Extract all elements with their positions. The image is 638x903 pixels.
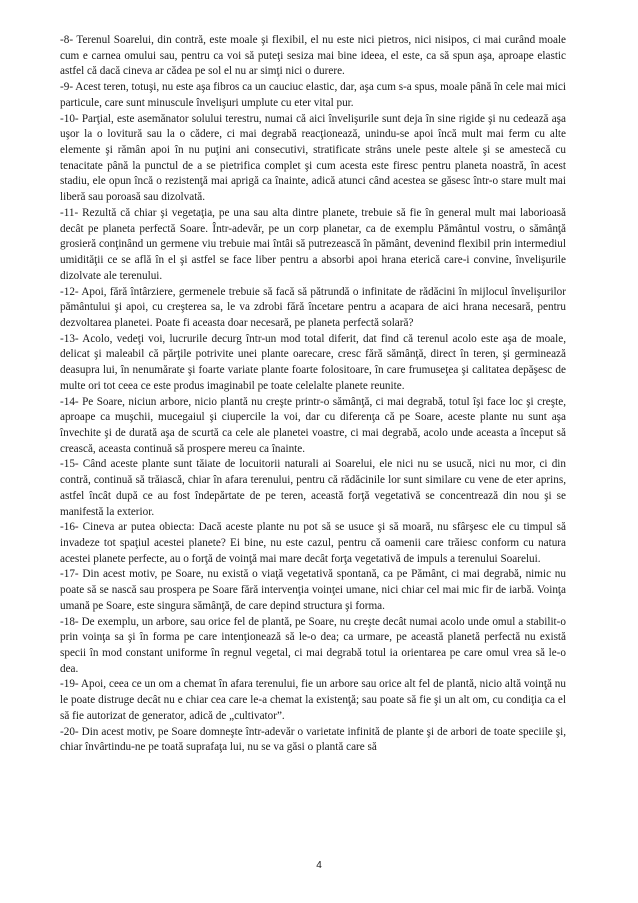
paragraph-14: -14- Pe Soare, niciun arbore, nicio plantă nu creşte printr-o sămânţă, ci mai degrabă, totul îşi face loc şi creşte, aproape ca muşchii, mucegaiul şi ciupercile la voi, dar cu diferenţa că pe Soare, aceste plante nu sunt aşa învechite şi de durată aşa de scurtă ca cele ale planetei voastre, ci mai degrabă, acolo unde aceasta a început să crească, aceasta continuă să prospere mereu ca înainte.	[60, 395, 566, 455]
paragraph-19: -19- Apoi, ceea ce un om a chemat în afara terenului, fie un arbore sau orice alt fel de plantă, nicio altă voinţă nu le poate distruge decât nu e chiar cea care le-a chemat la existenţă; sau poate să fie şi un alt om, cu condiţia ca el să fie autorizat de generator, adică de „cultivator”.	[60, 678, 566, 722]
page-number: 4	[316, 860, 322, 871]
paragraph-10: -10- Parţial, este asemănator solului terestru, numai că aici învelişurile sunt deja în sine rigide şi nu cedează aşa uşor la o lovitură sau la o cădere, ci mai degrabă reacţionează, unindu-se apoi încă mult mai ferm cu alte elemente şi rămân apoi în nu puţini ani consecutivi, stratificate strâns unele peste altele şi se amestecă cu tenacitate până la punctul de a se pietrifica complet şi cum acesta este firesc pentru planeta noastră, în acest stadiu, ele opun încă o rezistenţă mai aprigă ca înainte, adică atunci când acestea se găsesc într-o stare mult mai liberă sau poroasă sau dizolvată.	[60, 112, 566, 204]
paragraph-8: -8- Terenul Soarelui, din contră, este moale şi flexibil, el nu este nici pietros, nici nisipos, ci mai curând moale cum e carnea omului sau, pentru ca voi să puteţi sesiza mai bine ideea, el este, ca să spun aşa, aproape elastic astfel că dacă cineva ar cădea pe sol el nu ar simţi nici o durere.	[60, 34, 566, 78]
body-text	[60, 33, 566, 756]
paragraph-18: -18- De exemplu, un arbore, sau orice fel de plantă, pe Soare, nu creşte decât numai acolo unde omul a stabilit-o prin voinţa sa şi în forma pe care intenţionează să le-o dea; ca urmare, pe această planetă perfectă nu există specii în mod constant uniforme în regnul vegetal, ci mai degrabă totul ia orientarea pe care omul vrea să le-o dea.	[60, 615, 566, 675]
paragraph-9: -9- Acest teren, totuşi, nu este aşa fibros ca un cauciuc elastic, dar, aşa cum s-a spus, moale până în cele mai mici particule, care sunt minuscule învelişuri umplute cu eter vital pur.	[60, 81, 566, 109]
paragraph-16: -16- Cineva ar putea obiecta: Dacă aceste plante nu pot să se usuce şi să moară, nu sfârşesc ele cu timpul să invadeze tot spaţiul acestei planete? Ei bine, nu este cazul, pentru că oamenii care trăiesc conform cu natura acestei planete perfecte, au o forţă de voinţă mai mare decât forţa vegetativă de impuls a terenului Soarelui.	[60, 521, 566, 565]
paragraph-11: -11- Rezultă că chiar şi vegetaţia, pe una sau alta dintre planete, trebuie să fie în general mult mai laborioasă decât pe planeta perfectă Soare. Într-adevăr, pe un corp planetar, ca de exemplu Pământul vostru, o sămânţă grosieră conţinând un germene viu trebuie mai întâi să putrezească în pământ, devenind flexibil prin intermediul umidităţii ce se află în el şi astfel se face liber pentru a absorbi apoi hrana eterică care-i convine, învelişurile dizolvate ale terenului.	[60, 206, 566, 282]
paragraph-13: -13- Acolo, vedeţi voi, lucrurile decurg într-un mod total diferit, dat find că terenul acolo este aşa de moale, delicat şi maleabil că părţile potrivite unei plante oarecare, cresc fără sămânţă, direct în teren, şi germinează deasupra lui, în nenumărate şi foarte variate plante foarte folositoare, în care frumuseţea şi calitatea depăşesc de multe ori tot ceea ce este produs imaginabil pe toate celelalte planete reunite.	[60, 332, 566, 392]
paragraph-15: -15- Când aceste plante sunt tăiate de locuitorii naturali ai Soarelui, ele nici nu se usucă, nici nu mor, ci din contră, continuă să trăiască, chiar în afara terenului, pentru că rădăcinile lor sunt similare cu vene de eter aprins, astfel încât după ce au fost îndepărtate de pe teren, această forţă vegetativă se concentrează din nou şi se manifestă la exterior.	[60, 458, 566, 518]
paragraph-12: -12- Apoi, fără întârziere, germenele trebuie să facă să pătrundă o infinitate de rădăcini în mijlocul învelişurilor pământului şi apoi, cu creşterea sa, le va zdrobi fără încetare pentru a acapara de aici hrana necesară, pentru dezvoltarea planetei. Poate fi aceasta doar necesară, pe planeta perfectă solară?	[60, 285, 566, 329]
paragraph-17: -17- Din acest motiv, pe Soare, nu există o viaţă vegetativă spontană, ca pe Pământ, ci mai degrabă, nimic nu poate să se nască sau prospera pe Soare fără intervenţia voinţei umane, nici chiar cel mai mic fir de iarbă. Voinţa umană pe Soare, este singura sămânţă, de care depind structura şi forma.	[60, 568, 566, 612]
paragraph-20: -20- Din acest motiv, pe Soare domneşte într-adevăr o varietate infinită de plante şi de arbori de toate speciile şi, chiar învârtindu-ne pe toată suprafaţa lui, nu se va găsi o plantă care să	[60, 725, 566, 754]
